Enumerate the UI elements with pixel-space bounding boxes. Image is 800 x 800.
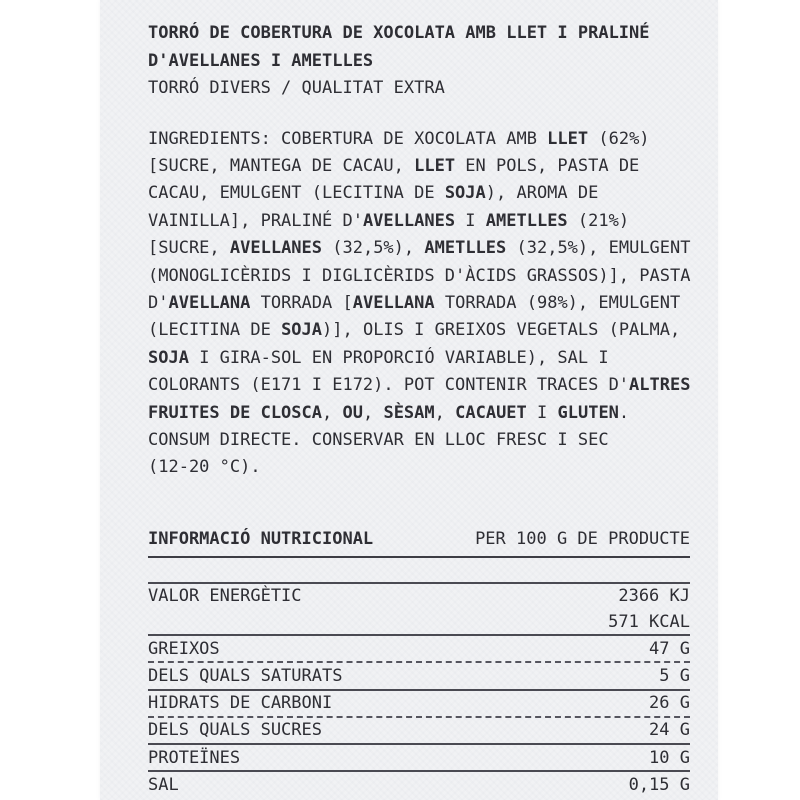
ingredient-allergen-text: AVELLANA: [168, 292, 251, 313]
ingredient-text: D': [148, 292, 169, 313]
ingredients-line: [148, 372, 690, 399]
nutrition-row-label: DELS QUALS SUCRES: [148, 720, 322, 741]
product-subtitle: TORRÓ DIVERS / QUALITAT EXTRA: [148, 78, 445, 98]
nutrition-header-gap: [148, 558, 690, 582]
ingredient-allergen-text: AMETLLES: [424, 238, 507, 259]
ingredients-line: [148, 126, 690, 153]
ingredient-text: (MONOGLICÈRIDS I DIGLICÈRIDS D'ÀCIDS GRASSOS)], PASTA: [148, 265, 691, 286]
nutrition-row-label: VALOR ENERGÈTIC: [148, 586, 302, 607]
ingredient-text: VAINILLA], PRALINÉ D': [148, 210, 363, 231]
ingredients-line: [148, 180, 690, 207]
nutrition-row-line: [148, 663, 690, 688]
ingredient-allergen-text: AVELLANA: [352, 292, 435, 313]
nutrition-row-label: DELS QUALS SATURATS: [148, 665, 343, 686]
nutrition-row-value: 10 G: [649, 747, 690, 768]
ingredients-line: [148, 153, 690, 180]
nutrition-row-value: 2366 KJ: [618, 586, 690, 607]
ingredients-line: [148, 208, 690, 235]
nutrition-heading: INFORMACIÓ NUTRICIONAL: [148, 528, 374, 549]
nutrition-row-value: 0,15 G: [628, 774, 690, 795]
ingredient-allergen-text: ALTRES: [629, 375, 691, 396]
ingredient-text: (12-20 °C).: [148, 457, 261, 478]
ingredients-line: [148, 427, 690, 454]
ingredients-line: [148, 317, 690, 344]
ingredient-text: CONSUM DIRECTE. CONSERVAR EN LLOC FRESC I SEC: [148, 429, 609, 450]
ingredient-text: I: [526, 402, 558, 423]
nutrition-row: [148, 770, 690, 797]
ingredient-allergen-text: AVELLANES: [362, 210, 456, 231]
nutrition-row-label: HIDRATS DE CARBONI: [148, 693, 333, 714]
ingredient-text: EN POLS, PASTA DE: [455, 155, 640, 176]
ingredient-text: ), AROMA DE: [485, 183, 599, 204]
ingredient-text: I GIRA-SOL EN PROPORCIÓ VARIABLE), SAL I: [188, 347, 609, 368]
ingredients-line: [148, 400, 690, 427]
ingredient-text: ,: [434, 402, 456, 423]
nutrition-row-line: [148, 584, 690, 609]
ingredient-allergen-text: SOJA: [444, 183, 486, 204]
ingredients-line: [148, 263, 690, 290]
ingredient-allergen-text: SOJA: [281, 320, 323, 341]
nutrition-row-line: [148, 772, 690, 797]
ingredient-text: (32,5%), EMULGENT: [506, 238, 691, 259]
nutrition-row-line: [148, 718, 690, 743]
ingredient-allergen-text: AMETLLES: [485, 210, 568, 231]
ingredients-line: [148, 290, 690, 317]
ingredients-line: [148, 235, 690, 262]
nutrition-row: [148, 716, 690, 743]
nutrition-row-value: 5 G: [659, 665, 690, 686]
ingredients-line: [148, 454, 690, 481]
nutrition-row-line: [148, 745, 690, 770]
ingredient-allergen-text: FRUITES DE CLOSCA: [148, 402, 322, 423]
nutrition-rows: [148, 582, 690, 798]
ingredient-text: (32,5%),: [322, 238, 425, 259]
product-title-line1: TORRÓ DE COBERTURA DE XOCOLATA AMB LLET I PRALINÉ: [148, 23, 650, 43]
label-content: [148, 0, 690, 797]
nutrition-row: [148, 582, 690, 634]
nutrition-row: [148, 689, 690, 716]
product-title-block: [148, 20, 690, 103]
ingredient-text: INGREDIENTS: COBERTURA DE XOCOLATA AMB: [148, 128, 548, 149]
nutrition-row-line: [148, 636, 690, 661]
ingredient-allergen-text: GLUTEN: [557, 402, 619, 423]
nutrition-row-value: 24 G: [649, 720, 690, 741]
nutrition-row-value: 571 KCAL: [608, 611, 690, 632]
nutrition-row-value: 47 G: [649, 638, 690, 659]
ingredient-text: [SUCRE, MANTEGA DE CACAU,: [148, 155, 415, 176]
ingredient-allergen-text: SÈSAM: [383, 402, 435, 423]
nutrition-row-line: [148, 609, 690, 634]
nutrition-row-value: 26 G: [649, 693, 690, 714]
ingredient-text: (LECITINA DE: [148, 320, 282, 341]
ingredient-text: CACAU, EMULGENT (LECITINA DE: [148, 183, 445, 204]
ingredient-text: (62%): [588, 128, 650, 149]
nutrition-row-label: GREIXOS: [148, 638, 220, 659]
ingredients-line: [148, 345, 690, 372]
nutrition-row-label: SAL: [148, 774, 179, 795]
ingredient-text: COLORANTS (E171 I E172). POT CONTENIR TRACES D': [148, 375, 630, 396]
ingredient-allergen-text: SOJA: [148, 347, 189, 368]
ingredients-paragraph: [148, 126, 690, 482]
product-label-card: [100, 0, 718, 800]
ingredient-allergen-text: LLET: [414, 155, 456, 176]
ingredient-allergen-text: LLET: [547, 128, 589, 149]
ingredient-text: (21%): [567, 210, 630, 231]
ingredient-allergen-text: AVELLANES: [229, 238, 323, 259]
ingredient-text: ,: [322, 402, 343, 423]
ingredient-text: I: [455, 210, 486, 231]
nutrition-section: [148, 529, 690, 798]
nutrition-row: [148, 743, 690, 770]
nutrition-row-line: [148, 691, 690, 716]
ingredient-allergen-text: CACAUET: [455, 402, 527, 423]
nutrition-table-header: [148, 529, 690, 558]
ingredient-text: .: [618, 402, 630, 423]
ingredient-text: [SUCRE,: [148, 238, 230, 259]
ingredient-text: ,: [362, 402, 384, 423]
nutrition-row: [148, 634, 690, 661]
ingredient-allergen-text: OU: [342, 402, 363, 423]
nutrition-row-label: PROTEÏNES: [148, 747, 241, 768]
ingredient-text: TORRADA (98%), EMULGENT: [434, 292, 681, 313]
ingredient-text: )], OLIS I GREIXOS VEGETALS (PALMA,: [322, 320, 681, 341]
nutrition-row: [148, 661, 690, 688]
ingredient-text: TORRADA [: [250, 292, 353, 313]
nutrition-per-label: PER 100 G DE PRODUCTE: [475, 528, 690, 549]
product-title-line2: D'AVELLANES I AMETLLES: [148, 50, 374, 71]
